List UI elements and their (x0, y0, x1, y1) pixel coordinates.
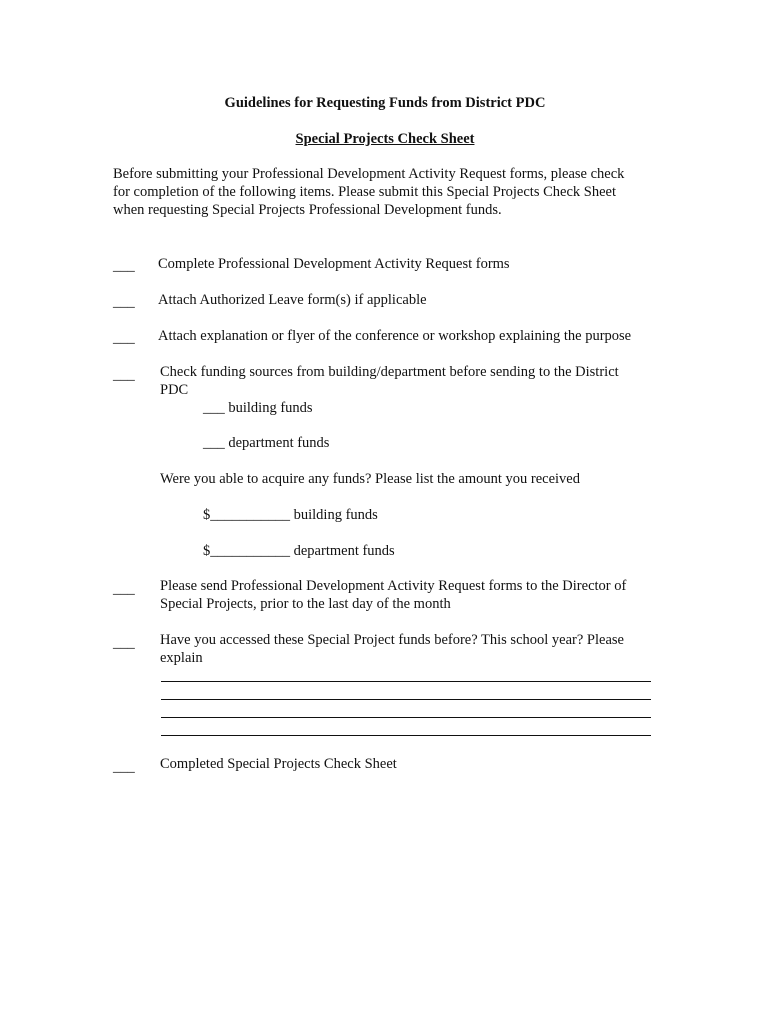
check-blank[interactable]: ___ (113, 759, 135, 775)
item-text: Special Projects, prior to the last day of the month (160, 596, 451, 612)
explain-line[interactable] (161, 699, 651, 700)
item-text: Attach explanation or flyer of the conference or workshop explaining the purpose (158, 328, 632, 344)
intro-line: Before submitting your Professional Development Activity Request forms, please check (113, 166, 625, 182)
check-blank[interactable]: ___ (113, 635, 135, 651)
department-funds-check[interactable]: ___ department funds (203, 435, 330, 451)
item-text: explain (160, 650, 203, 666)
building-funds-check[interactable]: ___ building funds (203, 400, 313, 416)
check-blank[interactable]: ___ (113, 367, 135, 383)
explain-line[interactable] (161, 717, 651, 718)
funds-question: Were you able to acquire any funds? Please list the amount you received (160, 471, 580, 487)
explain-line[interactable] (161, 735, 651, 736)
intro-line: when requesting Special Projects Professional Development funds. (113, 202, 502, 218)
item-text: Check funding sources from building/department before sending to the District (160, 364, 619, 380)
item-text: Please send Professional Development Activity Request forms to the Director of (160, 578, 627, 594)
check-blank[interactable]: ___ (113, 294, 135, 310)
item-text: PDC (160, 382, 189, 398)
check-blank[interactable]: ___ (113, 258, 135, 274)
item-text: Attach Authorized Leave form(s) if applicable (158, 292, 427, 308)
building-funds-amount[interactable]: $___________ building funds (203, 507, 378, 523)
item-text: Completed Special Projects Check Sheet (160, 756, 397, 772)
page-subtitle: Special Projects Check Sheet (295, 131, 475, 147)
check-blank[interactable]: ___ (113, 330, 135, 346)
explain-line[interactable] (161, 681, 651, 682)
item-text: Complete Professional Development Activity Request forms (158, 256, 510, 272)
department-funds-amount[interactable]: $___________ department funds (203, 543, 395, 559)
check-blank[interactable]: ___ (113, 581, 135, 597)
intro-line: for completion of the following items. Please submit this Special Projects Check Sheet (113, 184, 616, 200)
page-title: Guidelines for Requesting Funds from District PDC (224, 95, 546, 111)
item-text: Have you accessed these Special Project funds before? This school year? Please (160, 632, 624, 648)
